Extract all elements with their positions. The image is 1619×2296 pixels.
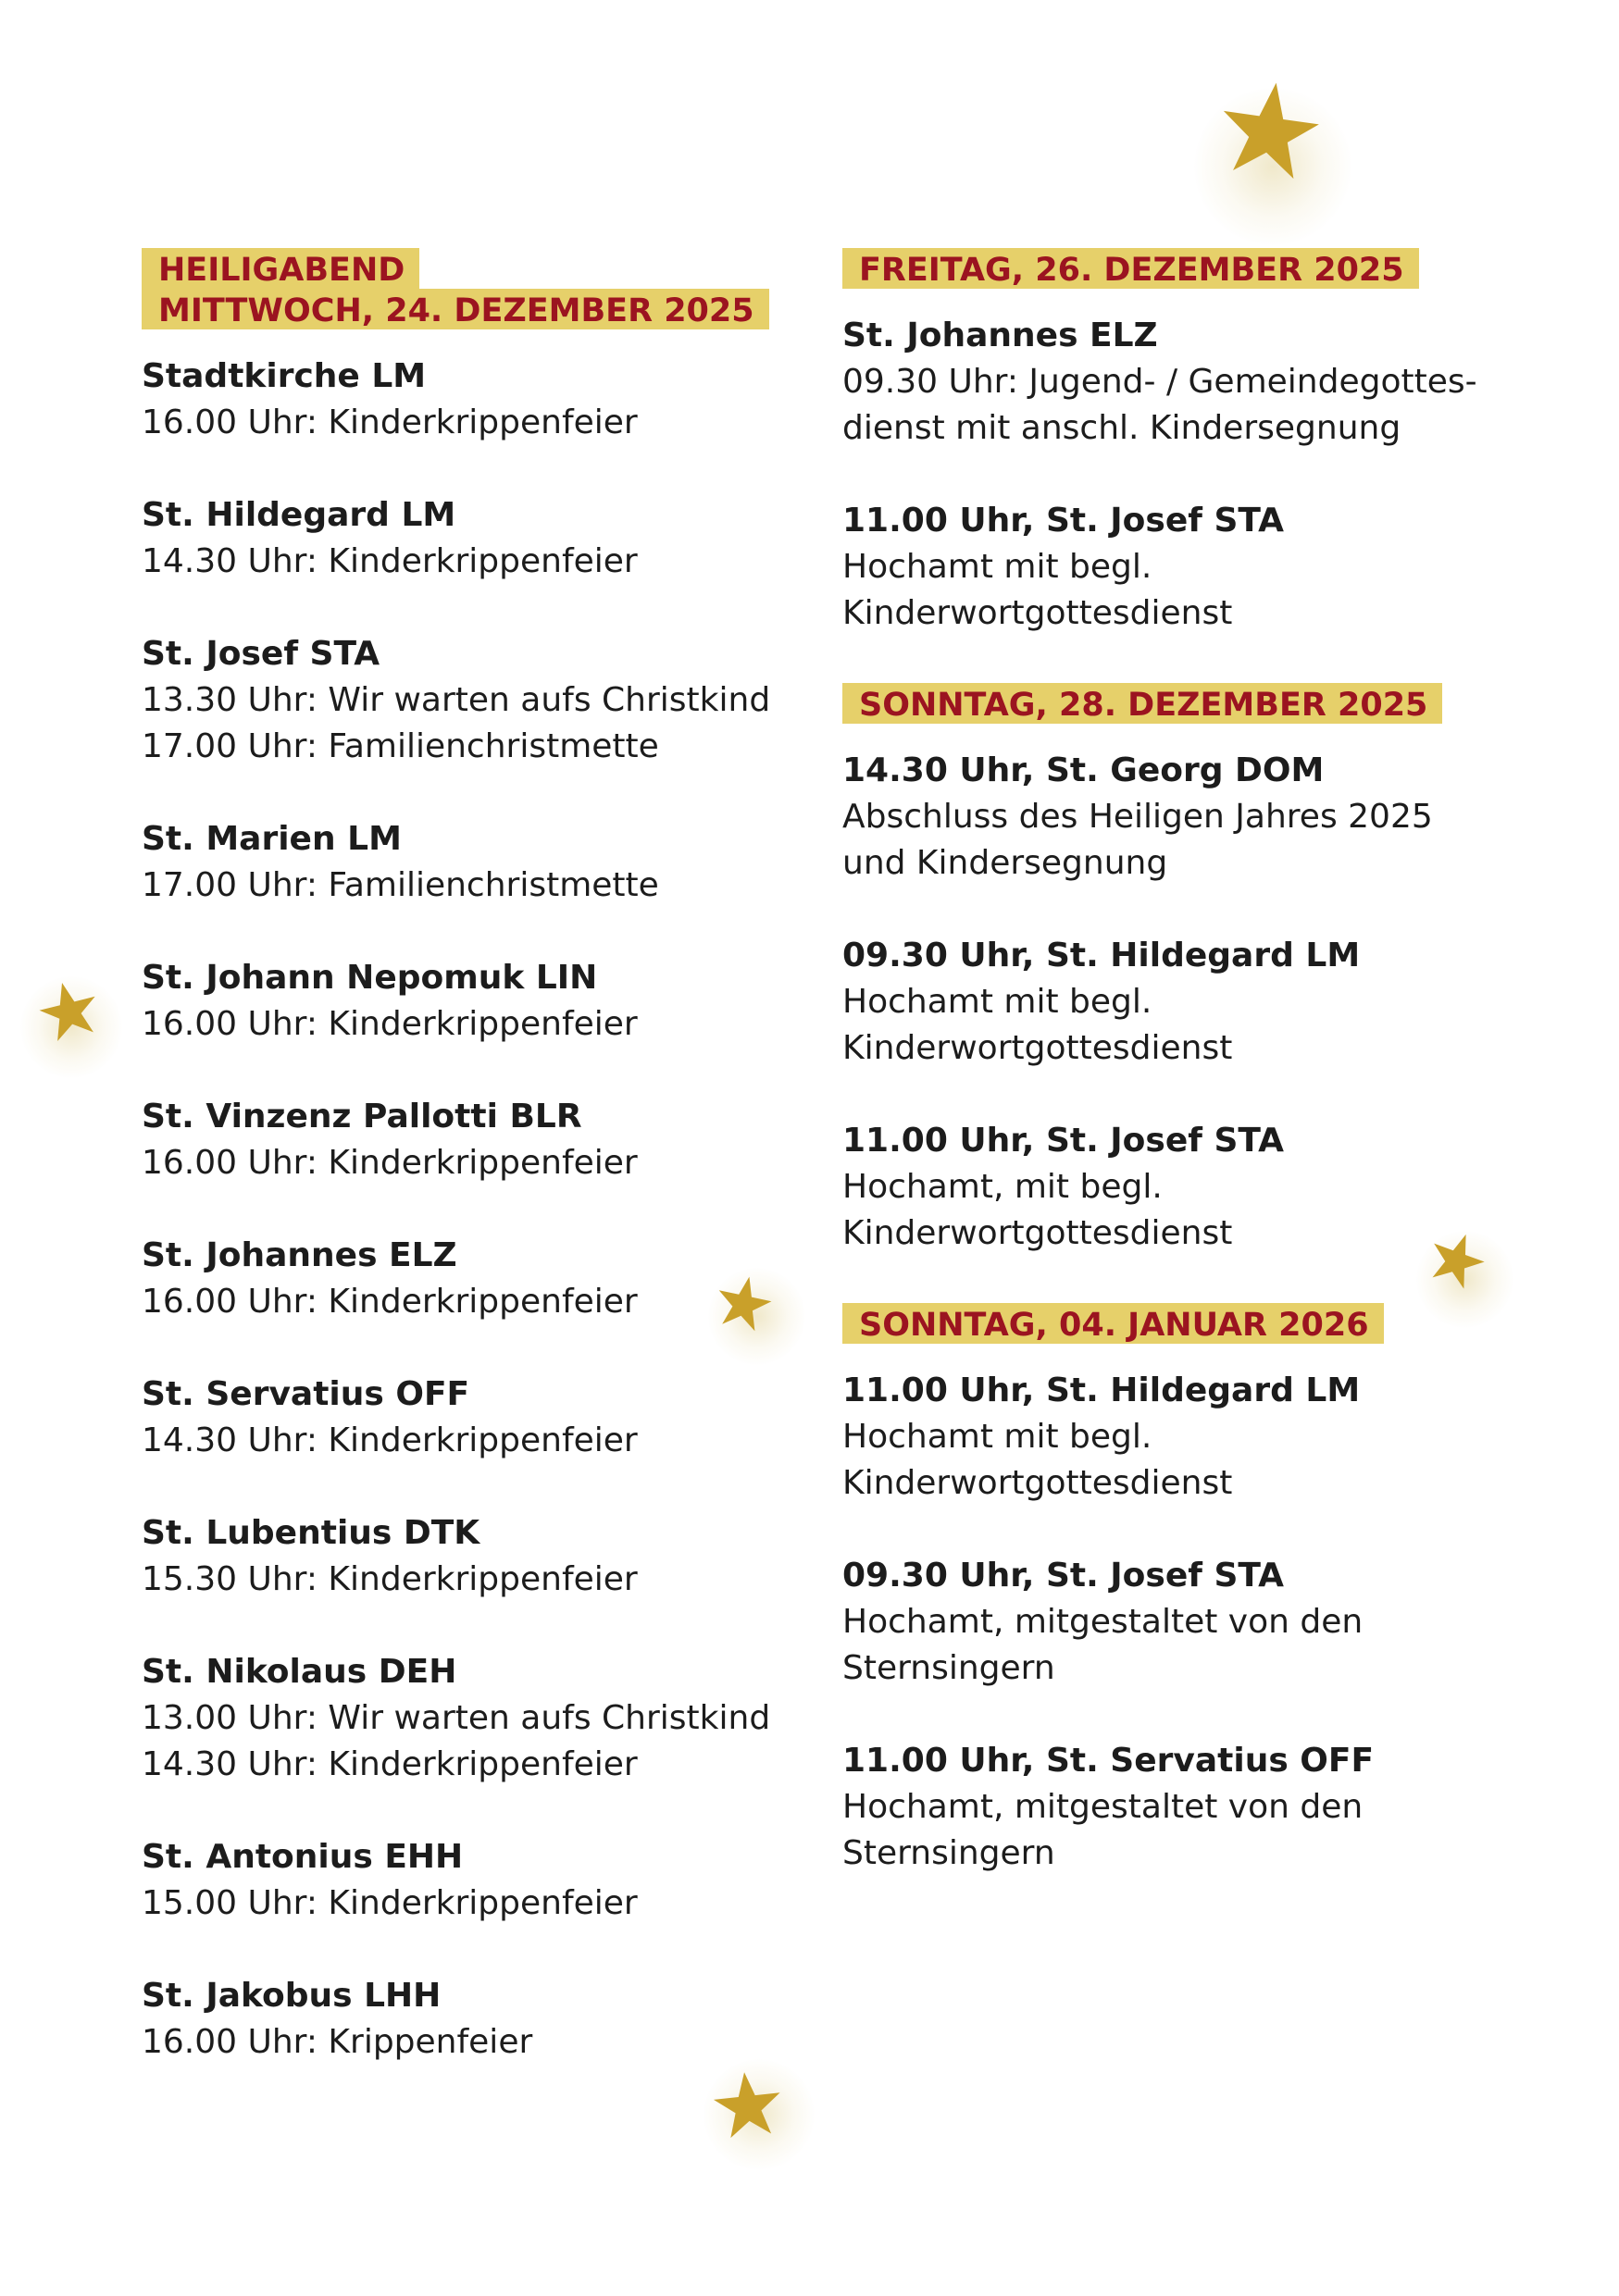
entry-title: 11.00 Uhr, St. Hildegard LM bbox=[842, 1371, 1361, 1409]
entry-line: dienst mit anschl. Kindersegnung bbox=[842, 409, 1401, 447]
right-column bbox=[842, 248, 1546, 1923]
entry-line: 13.30 Uhr: Wir warten aufs Christkind bbox=[142, 681, 771, 719]
entry-title: Stadtkirche LM bbox=[142, 357, 427, 395]
entry-line: 13.00 Uhr: Wir warten aufs Christkind bbox=[142, 1699, 771, 1737]
service-entry bbox=[842, 313, 1546, 452]
entry-line: Abschluss des Heiligen Jahres 2025 bbox=[842, 798, 1433, 836]
service-entry bbox=[142, 492, 790, 585]
entry-line: 09.30 Uhr: Jugend- / Gemeindegottes- bbox=[842, 363, 1477, 401]
entry-line: 16.00 Uhr: Kinderkrippenfeier bbox=[142, 1144, 638, 1182]
entry-line: Sternsingern bbox=[842, 1834, 1055, 1872]
service-entry bbox=[842, 1738, 1546, 1877]
day-header bbox=[842, 248, 1546, 289]
section-header-line: FREITAG, 26. DEZEMBER 2025 bbox=[842, 248, 1419, 289]
day-section bbox=[842, 248, 1546, 637]
entry-line: 15.30 Uhr: Kinderkrippenfeier bbox=[142, 1560, 638, 1598]
day-section bbox=[842, 683, 1546, 1257]
star-icon bbox=[37, 981, 102, 1044]
star-icon bbox=[711, 2071, 785, 2143]
entry-title: 09.30 Uhr, St. Josef STA bbox=[842, 1557, 1284, 1595]
entry-line: und Kindersegnung bbox=[842, 844, 1168, 882]
star-icon bbox=[1215, 81, 1323, 185]
entry-line: 16.00 Uhr: Krippenfeier bbox=[142, 2023, 533, 2061]
star-shape bbox=[34, 975, 104, 1043]
entry-title: 11.00 Uhr, St. Josef STA bbox=[842, 502, 1284, 540]
entry-line: Kinderwortgottesdienst bbox=[842, 1464, 1233, 1502]
service-entry bbox=[142, 631, 790, 770]
heiligabend-header bbox=[142, 248, 790, 329]
service-entry bbox=[142, 1973, 790, 2066]
entry-line: 17.00 Uhr: Familienchristmette bbox=[142, 866, 659, 904]
entry-line: Hochamt, mit begl. bbox=[842, 1168, 1163, 1206]
entry-line: Kinderwortgottesdienst bbox=[842, 594, 1233, 632]
star-shape bbox=[712, 1272, 775, 1334]
star-icon bbox=[713, 1275, 774, 1334]
entry-line: 16.00 Uhr: Kinderkrippenfeier bbox=[142, 403, 638, 441]
entry-title: St. Vinzenz Pallotti BLR bbox=[142, 1098, 582, 1136]
entry-title: St. Josef STA bbox=[142, 635, 380, 673]
service-entry bbox=[142, 354, 790, 446]
service-entry bbox=[842, 498, 1546, 637]
star-shape bbox=[711, 2068, 784, 2139]
section-header-line: SONNTAG, 28. DEZEMBER 2025 bbox=[842, 683, 1442, 724]
entry-title: St. Johann Nepomuk LIN bbox=[142, 959, 598, 997]
entry-line: Hochamt mit begl. bbox=[842, 983, 1152, 1021]
section-header-line: SONNTAG, 04. JANUAR 2026 bbox=[842, 1303, 1384, 1344]
section-header-line: MITTWOCH, 24. DEZEMBER 2025 bbox=[142, 289, 769, 329]
entry-line: Hochamt mit begl. bbox=[842, 548, 1152, 586]
entry-title: St. Hildegard LM bbox=[142, 496, 456, 534]
entry-title: 11.00 Uhr, St. Josef STA bbox=[842, 1122, 1284, 1160]
entry-line: 14.30 Uhr: Kinderkrippenfeier bbox=[142, 1745, 638, 1783]
service-entry bbox=[142, 1649, 790, 1788]
left-column bbox=[142, 248, 790, 2112]
service-entry bbox=[142, 1233, 790, 1325]
section-header-line: HEILIGABEND bbox=[142, 248, 419, 289]
entry-line: Hochamt, mitgestaltet von den bbox=[842, 1603, 1364, 1641]
entry-line: 15.00 Uhr: Kinderkrippenfeier bbox=[142, 1884, 638, 1922]
entry-line: 16.00 Uhr: Kinderkrippenfeier bbox=[142, 1005, 638, 1043]
service-entry bbox=[142, 1834, 790, 1927]
entry-line: Hochamt mit begl. bbox=[842, 1418, 1152, 1456]
entry-title: 11.00 Uhr, St. Servatius OFF bbox=[842, 1742, 1375, 1780]
day-header bbox=[842, 683, 1546, 724]
entry-line: Sternsingern bbox=[842, 1649, 1055, 1687]
star-shape bbox=[1423, 1225, 1491, 1292]
entry-title: St. Lubentius DTK bbox=[142, 1514, 480, 1552]
service-entry bbox=[142, 1510, 790, 1603]
service-entry bbox=[142, 1094, 790, 1186]
entry-line: 16.00 Uhr: Kinderkrippenfeier bbox=[142, 1283, 638, 1321]
entry-line: 14.30 Uhr: Kinderkrippenfeier bbox=[142, 542, 638, 580]
entry-line: 14.30 Uhr: Kinderkrippenfeier bbox=[142, 1421, 638, 1459]
entry-title: St. Nikolaus DEH bbox=[142, 1653, 457, 1691]
entry-title: 09.30 Uhr, St. Hildegard LM bbox=[842, 937, 1361, 974]
entry-title: 14.30 Uhr, St. Georg DOM bbox=[842, 751, 1325, 789]
entry-title: St. Johannes ELZ bbox=[142, 1236, 457, 1274]
entry-line: Kinderwortgottesdienst bbox=[842, 1214, 1233, 1252]
service-entry bbox=[142, 955, 790, 1048]
entry-title: St. Antonius EHH bbox=[142, 1838, 464, 1876]
service-entry bbox=[842, 933, 1546, 1072]
star-icon bbox=[1426, 1231, 1487, 1292]
entry-line: Kinderwortgottesdienst bbox=[842, 1029, 1233, 1067]
entry-title: St. Jakobus LHH bbox=[142, 1977, 442, 2015]
service-entry bbox=[842, 748, 1546, 887]
entry-title: St. Servatius OFF bbox=[142, 1375, 470, 1413]
star-shape bbox=[1215, 76, 1324, 181]
entry-line: Hochamt, mitgestaltet von den bbox=[842, 1788, 1364, 1826]
service-entry bbox=[842, 1553, 1546, 1692]
entry-line: 17.00 Uhr: Familienchristmette bbox=[142, 727, 659, 765]
day-section bbox=[842, 1303, 1546, 1877]
entry-title: St. Johannes ELZ bbox=[842, 316, 1158, 354]
service-entry bbox=[142, 1371, 790, 1464]
service-entry bbox=[142, 816, 790, 909]
entry-title: St. Marien LM bbox=[142, 820, 402, 858]
left-entry-list bbox=[142, 354, 790, 2066]
service-entry bbox=[842, 1368, 1546, 1507]
